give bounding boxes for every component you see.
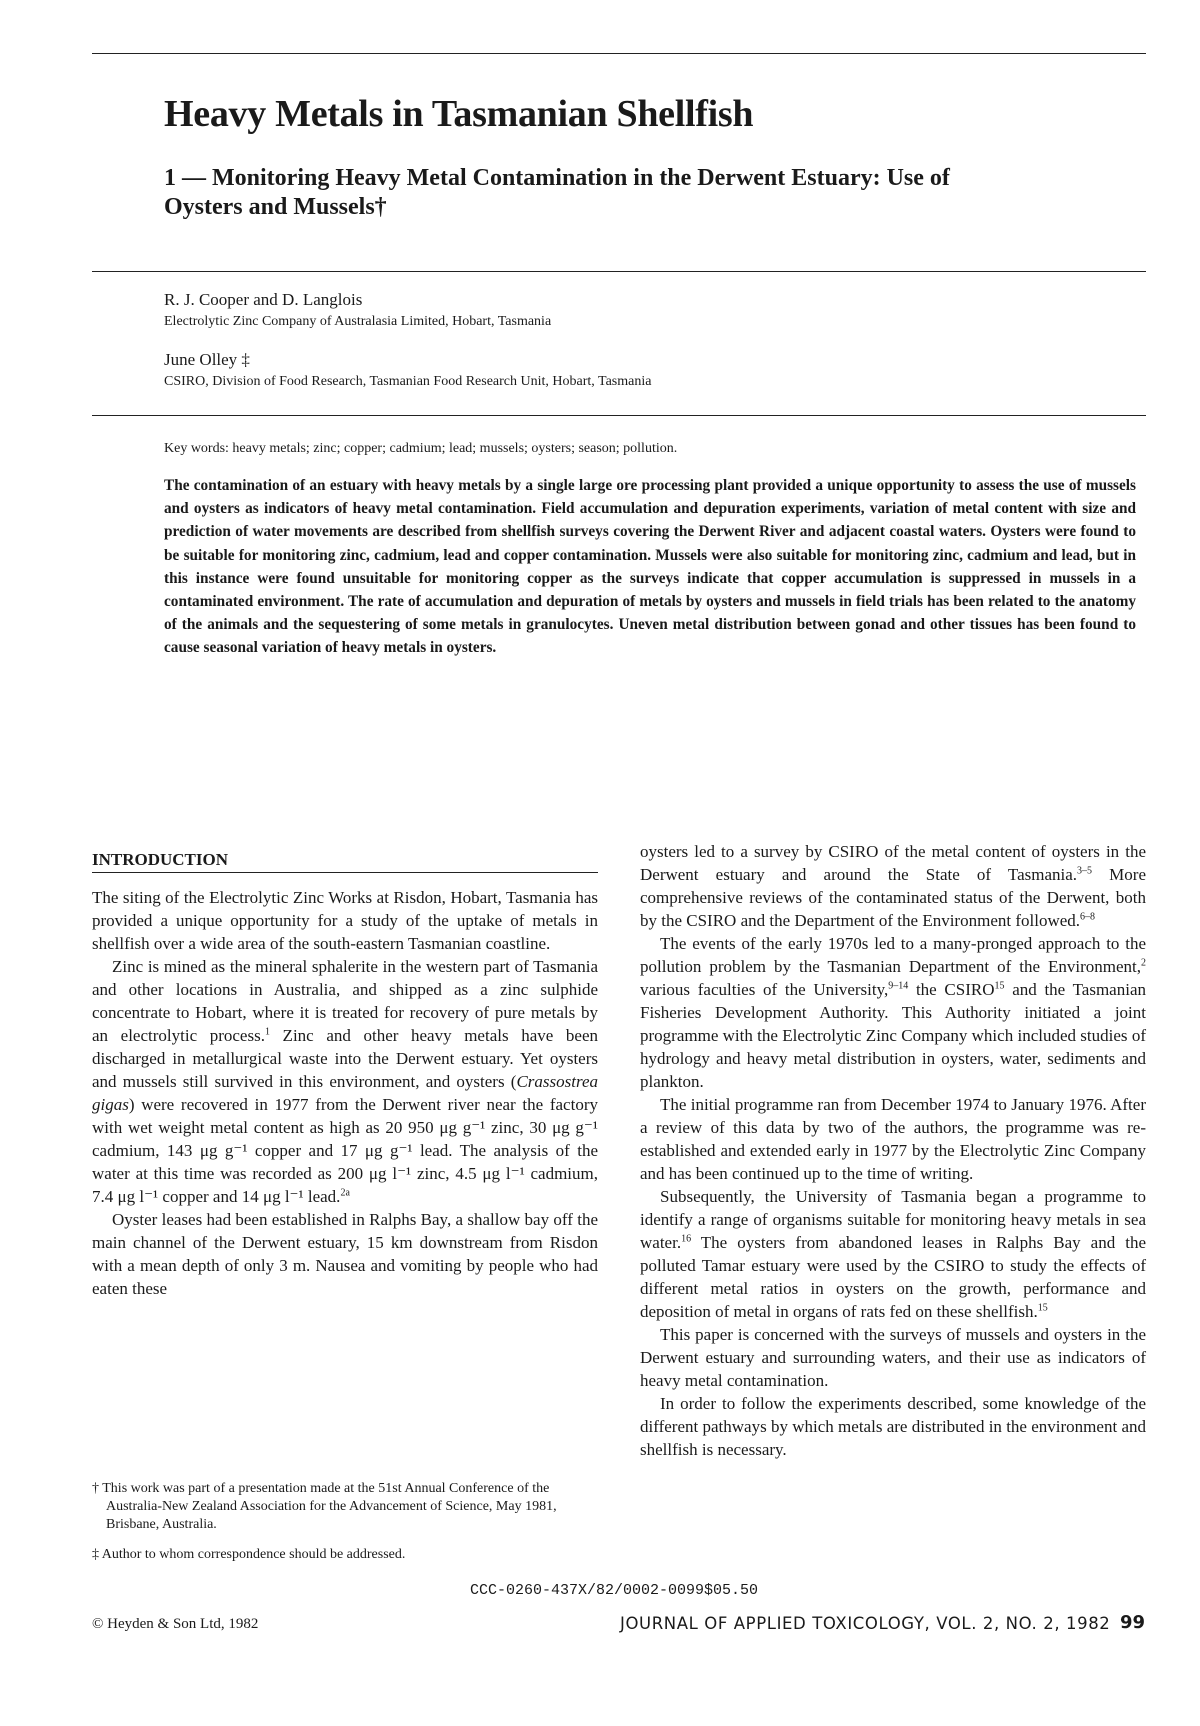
- abstract: The contamination of an estuary with heavy metals by a single large ore processing plant provided a unique opportunity to assess the use of mussels and oysters as indicators of heavy metal contamination. Field accumulation and depuration experiments, variation of metal content with size and prediction of water movements are described from shellfish surveys covering the Derwent River and adjacent coastal waters. Oysters were found to be suitable for monitoring zinc, cadmium, lead and copper contamination. Mussels were also suitable for monitoring zinc, cadmium and lead, but in this instance were found unsuitable for monitoring copper as the surveys indicate that copper accumulation is suppressed in mussels in a contaminated environment. The rate of accumulation and depuration of metals by oysters and mussels in field trials has been related to the anatomy of the animals and the sequestering of some metals in granulocytes. Uneven metal distribution between gonad and other tissues has been found to cause seasonal variation of heavy metals in oysters.: [164, 477, 1136, 657]
- journal-citation: JOURNAL OF APPLIED TOXICOLOGY, VOL. 2, NO. 2, 1982: [620, 1614, 1111, 1633]
- citation[interactable]: 6–8: [1080, 911, 1096, 923]
- authors-rule: [92, 415, 1146, 416]
- article-code: CCC-0260-437X/82/0002-0099$05.50: [470, 1582, 759, 1599]
- paragraph: Zinc is mined as the mineral sphalerite in the western part of Tasmania and other locations in Australia, and shipped as a zinc sulphide concentrate to Hobart, where it is treated for recovery of pure metals by an electrolytic process.$^1$ Zinc and other heavy metals have been discharged in metallurgical waste into the Derwent estuary. Yet oysters and mussels still survived in this environment, and oysters (Crassostrea gigas) were recovered in 1977 from the Derwent river near the factory with wet weight metal content as high as 20 950 μg g⁻¹ zinc, 30 μg g⁻¹ cadmium, 143 μg g⁻¹ copper and 17 μg g⁻¹ lead. The analysis of the water at this time was recorded as 200 μg l⁻¹ zinc, 4.5 μg l⁻¹ cadmium, 7.4 μg l⁻¹ copper and 14 μg l⁻¹ lead.$^{2a}$: [92, 957, 598, 1206]
- copyright: © Heyden & Son Ltd, 1982: [92, 1616, 259, 1632]
- paragraph: This paper is concerned with the surveys of mussels and oysters in the Derwent estuary and surrounding waters, and their use as indicators of heavy metal contamination.: [640, 1325, 1146, 1390]
- paragraph: The events of the early 1970s led to a many-pronged approach to the pollution problem by the Tasmanian Department of the Environment,$^2$ various faculties of the University,$^{9-14}$ the CSIRO$^{15}$ and the Tasmanian Fisheries Development Authority. This Authority initiated a joint programme with the Electrolytic Zinc Company which included studies of hydrology and heavy metal distribution in oysters, water, sediments and plankton.: [640, 934, 1146, 1091]
- article-title: Heavy Metals in Tasmanian Shellfish: [164, 93, 754, 135]
- paragraph: oysters led to a survey by CSIRO of the metal content of oysters in the Derwent estuary and around the State of Tasmania.$^{3-5}$ More comprehensive reviews of the contaminated status of the Derwent, both by the CSIRO and the Department of the Environment followed.$^{6-8}$: [640, 842, 1146, 930]
- page-number: 99: [1120, 1612, 1146, 1633]
- citation[interactable]: 15: [994, 980, 1005, 992]
- footnote-ddagger: ‡ Author to whom correspondence should be addressed.: [92, 1547, 406, 1562]
- top-rule: [92, 53, 1146, 54]
- citation[interactable]: 2: [1141, 957, 1146, 969]
- citation[interactable]: 15: [1037, 1302, 1048, 1314]
- right-column: [640, 840, 1146, 1461]
- article-subtitle: 1 — Monitoring Heavy Metal Contamination in the Derwent Estuary: Use of Oysters and Mussels†: [164, 165, 950, 220]
- paragraph: The initial programme ran from December 1974 to January 1976. After a review of this data by two of the authors, the programme was re-established and extended early in 1977 by the Electrolytic Zinc Company and has been continued up to the time of writing.: [640, 1095, 1146, 1183]
- section-heading-introduction: INTRODUCTION: [92, 850, 598, 873]
- left-column: [92, 886, 598, 1300]
- author-group-1: [164, 290, 551, 330]
- citation[interactable]: 2a: [340, 1187, 350, 1199]
- footnotes: [92, 1480, 598, 1564]
- paragraph: In order to follow the experiments described, some knowledge of the different pathways by which metals are distributed in the environment and shellfish is necessary.: [640, 1394, 1146, 1459]
- title-rule: [92, 271, 1146, 272]
- paragraph: Oyster leases had been established in Ralphs Bay, a shallow bay off the main channel of the Derwent estuary, 15 km downstream from Risdon with a mean depth of only 3 m. Nausea and vomiting by people who had eaten these: [92, 1210, 598, 1298]
- footnote-dagger: † This work was part of a presentation made at the 51st Annual Conference of the Australia-New Zealand Association for the Advancement of Science, May 1981, Brisbane, Australia.: [92, 1481, 557, 1532]
- author-affiliation: CSIRO, Division of Food Research, Tasmanian Food Research Unit, Hobart, Tasmania: [164, 374, 652, 389]
- author-affiliation: Electrolytic Zinc Company of Australasia Limited, Hobart, Tasmania: [164, 314, 552, 329]
- author-names: June Olley ‡: [164, 350, 250, 369]
- paragraph: The siting of the Electrolytic Zinc Works at Risdon, Hobart, Tasmania has provided a unique opportunity for a study of the uptake of metals in shellfish over a wide area of the south-eastern Tasmanian coastline.: [92, 888, 598, 953]
- citation[interactable]: 16: [681, 1233, 692, 1245]
- citation[interactable]: 9–14: [888, 980, 909, 992]
- citation[interactable]: 1: [264, 1026, 270, 1038]
- species-name: Crassostrea gigas: [92, 1072, 598, 1114]
- author-group-2: [164, 350, 651, 390]
- citation[interactable]: 3–5: [1077, 865, 1093, 877]
- author-names: R. J. Cooper and D. Langlois: [164, 290, 363, 309]
- keywords: Key words: heavy metals; zinc; copper; cadmium; lead; mussels; oysters; season; pollution.: [164, 441, 678, 456]
- paragraph: Subsequently, the University of Tasmania began a programme to identify a range of organisms suitable for monitoring heavy metals in sea water.$^{16}$ The oysters from abandoned leases in Ralphs Bay and the polluted Tamar estuary were used by the CSIRO to study the effects of different metal ratios in oysters on the growth, performance and deposition of metal in organs of rats fed on these shellfish.$^{15}$: [640, 1187, 1146, 1321]
